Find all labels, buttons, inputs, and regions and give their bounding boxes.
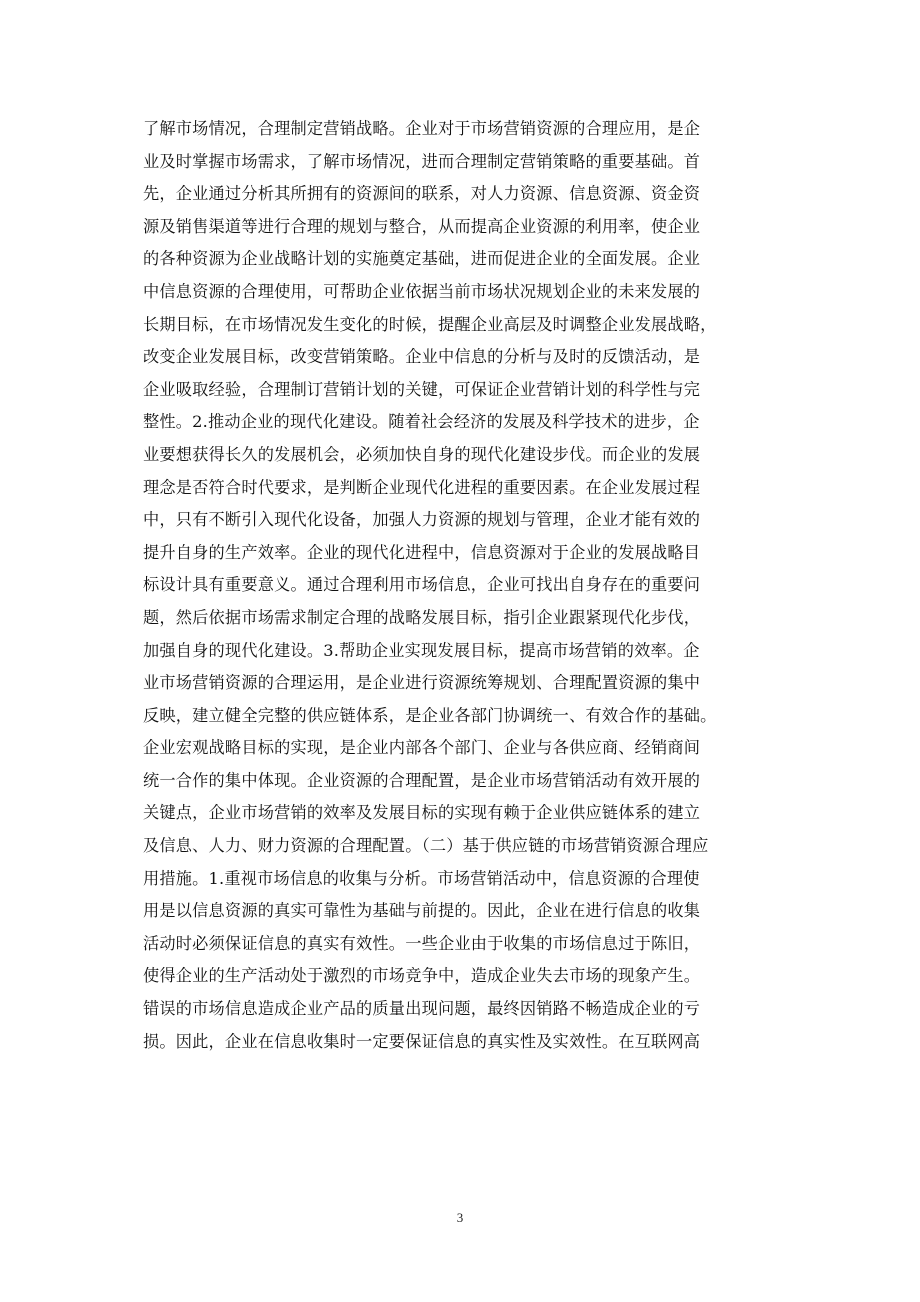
text-line: 先，企业通过分析其所拥有的资源间的联系，对人力资源、信息资源、资金资: [143, 184, 701, 204]
text-line: 改变企业发展目标，改变营销策略。企业中信息的分析与及时的反馈活动，是: [143, 347, 701, 367]
page-number: 3: [456, 1210, 464, 1225]
body-text: [143, 113, 783, 1058]
text-line: 加强自身的现代化建设。3.帮助企业实现发展目标，提高市场营销的效率。企: [143, 640, 700, 660]
text-line: 提升自身的生产效率。企业的现代化进程中，信息资源对于企业的发展战略目: [143, 542, 701, 562]
text-line: 使得企业的生产活动处于激烈的市场竞争中，造成企业失去市场的现象产生。: [143, 966, 701, 986]
text-line: 长期目标，在市场情况发生变化的时候，提醒企业高层及时调整企业发展战略，: [143, 314, 717, 334]
text-line: 的各种资源为企业战略计划的实施奠定基础，进而促进企业的全面发展。企业: [143, 249, 701, 269]
text-line: 题，然后依据市场需求制定合理的战略发展目标，指引企业跟紧现代化步伐，: [143, 607, 701, 627]
text-line: 用措施。1.重视市场信息的收集与分析。市场营销活动中，信息资源的合理使: [143, 868, 700, 888]
text-line: 理念是否符合时代要求，是判断企业现代化进程的重要因素。在企业发展过程: [143, 477, 701, 497]
text-line: 标设计具有重要意义。通过合理利用市场信息，企业可找出自身存在的重要问: [143, 575, 701, 595]
text-line: 中信息资源的合理使用，可帮助企业依据当前市场状况规划企业的未来发展的: [143, 281, 701, 301]
text-line: 业及时掌握市场需求，了解市场情况，进而合理制定营销策略的重要基础。首: [143, 151, 701, 171]
text-line: 业市场营销资源的合理运用，是企业进行资源统筹规划、合理配置资源的集中: [143, 673, 701, 693]
text-line: 了解市场情况，合理制定营销战略。企业对于市场营销资源的合理应用，是企: [143, 119, 701, 138]
text-line: 业要想获得长久的发展机会，必须加快自身的现代化建设步伐。而企业的发展: [143, 444, 701, 464]
text-line: 反映，建立健全完整的供应链体系，是企业各部门协调统一、有效合作的基础。: [143, 705, 717, 725]
text-line: 统一合作的集中体现。企业资源的合理配置，是企业市场营销活动有效开展的: [143, 770, 701, 790]
text-line: 企业宏观战略目标的实现，是企业内部各个部门、企业与各供应商、经销商间: [143, 738, 701, 758]
text-line: 中，只有不断引入现代化设备，加强人力资源的规划与管理，企业才能有效的: [143, 510, 701, 530]
text-line: 用是以信息资源的真实可靠性为基础与前提的。因此，企业在进行信息的收集: [143, 901, 701, 921]
text-line: 及信息、人力、财力资源的合理配置。（二）基于供应链的市场营销资源合理应: [143, 836, 709, 856]
text-line: 活动时必须保证信息的真实有效性。一些企业由于收集的市场信息过于陈旧，: [143, 933, 701, 953]
text-line: 企业吸取经验，合理制订营销计划的关键，可保证企业营销计划的科学性与完: [143, 379, 701, 399]
text-line: 关键点，企业市场营销的效率及发展目标的实现有赖于企业供应链体系的建立: [143, 803, 701, 823]
text-line: 整性。2.推动企业的现代化建设。随着社会经济的发展及科学技术的进步，企: [143, 412, 700, 432]
text-line: 损。因此，企业在信息收集时一定要保证信息的真实性及实效性。在互联网高: [143, 1031, 701, 1051]
text-line: 源及销售渠道等进行合理的规划与整合，从而提高企业资源的利用率，使企业: [143, 216, 701, 236]
text-line: 错误的市场信息造成企业产品的质量出现问题，最终因销路不畅造成企业的亏: [143, 999, 701, 1019]
